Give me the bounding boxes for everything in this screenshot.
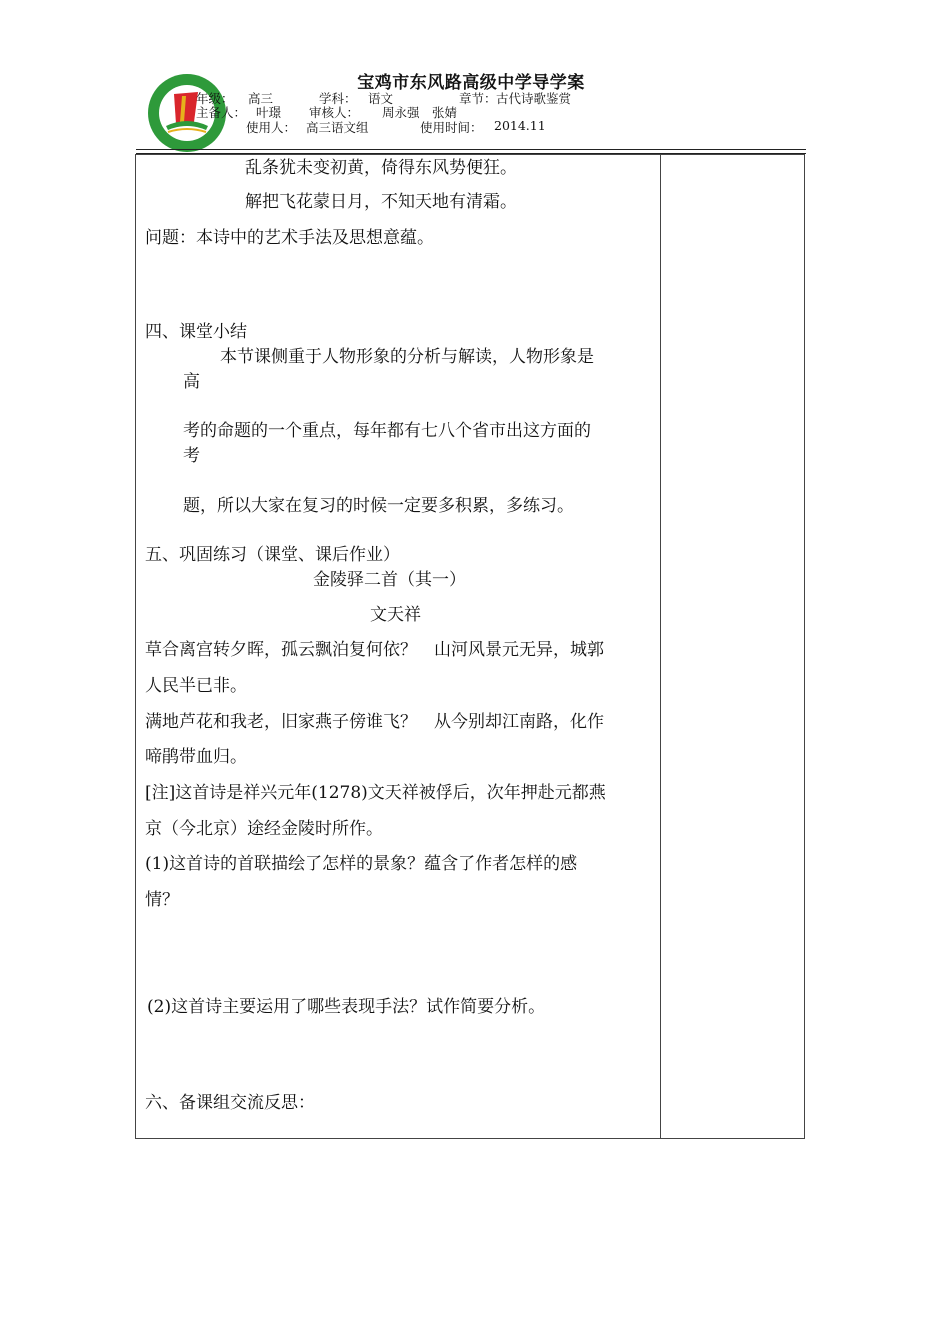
poem2-line2-wrap: 啼鹃带血归。 [145, 747, 247, 767]
user-label: 使用人： [246, 120, 297, 135]
summary-line1-wrap: 高 [183, 372, 200, 392]
poem2-line1: 草合离宫转夕晖，孤云飘泊复何依？ 山河风景元无异，城郭 [145, 640, 604, 660]
poem1-line1: 乱条犹未变初黄，倚得东风势便狂。 [245, 158, 517, 178]
question-2: (2)这首诗主要运用了哪些表现手法？试作简要分析。 [147, 997, 546, 1017]
summary-line2: 考的命题的一个重点，每年都有七八个省市出这方面的 [183, 421, 591, 441]
time-value: 2014.11 [494, 118, 546, 133]
question1: 问题：本诗中的艺术手法及思想意蕴。 [145, 228, 434, 248]
subject-label: 学科： [319, 91, 357, 106]
grade-label: 年级： [196, 91, 234, 106]
preparer-value: 叶璟 [256, 105, 282, 120]
preparer-label: 主备人： [196, 105, 247, 120]
question-1-line1: (1)这首诗的首联描绘了怎样的景象？蕴含了作者怎样的感 [145, 854, 578, 874]
chapter-value: 古代诗歌鉴赏 [496, 91, 572, 106]
header-rule-thick [136, 149, 806, 150]
notes-cell [661, 155, 804, 1138]
poem1-line2: 解把飞花蒙日月，不知天地有清霜。 [245, 192, 517, 212]
chapter-label: 章节： [459, 91, 497, 106]
poem2-title: 金陵驿二首（其一） [313, 570, 466, 590]
time-label: 使用时间： [420, 120, 483, 135]
section4-title: 四、课堂小结 [145, 322, 247, 342]
document-header [136, 64, 806, 154]
document-title: 宝鸡市东风路高级中学导学案 [357, 73, 585, 93]
poem2-author: 文天祥 [370, 605, 421, 625]
summary-line2-wrap: 考 [183, 446, 200, 466]
note-line2: 京（今北京）途经金陵时所作。 [145, 819, 383, 839]
poem2-line1-wrap: 人民半已非。 [145, 676, 247, 696]
grade-value: 高三 [248, 91, 274, 106]
section6-title: 六、备课组交流反思： [145, 1093, 315, 1113]
summary-line1: 本节课侧重于人物形象的分析与解读，人物形象是 [220, 347, 594, 367]
reviewer-value: 周永强 张婧 [382, 105, 458, 120]
question-1-line2: 情？ [145, 890, 179, 910]
user-value: 高三语文组 [306, 120, 369, 135]
reviewer-label: 审核人： [309, 105, 360, 120]
poem2-line2: 满地芦花和我老，旧家燕子傍谁飞？ 从今别却江南路，化作 [145, 712, 604, 732]
note-line1: [注]这首诗是祥兴元年(1278)文天祥被俘后，次年押赴元都燕 [145, 783, 606, 803]
subject-value: 语文 [368, 91, 394, 106]
summary-line3: 题，所以大家在复习的时候一定要多积累，多练习。 [183, 496, 574, 516]
section5-title: 五、巩固练习（课堂、课后作业） [145, 545, 400, 565]
